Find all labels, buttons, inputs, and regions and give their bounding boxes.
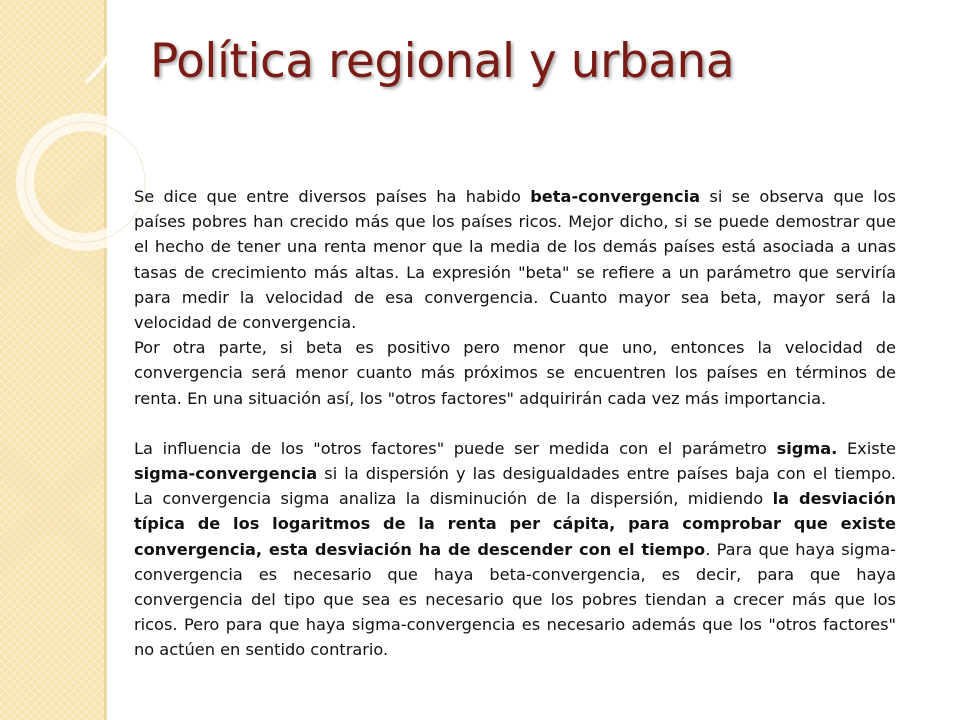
term-sigma-convergencia: sigma-convergencia — [134, 464, 318, 484]
text-segment: Por otra parte, si beta es positivo pero menor que uno, entonces la velocidad de convergencia será menor cuanto más próximos se encuentren los países en términos de renta. En una situación así, los "otros factores" adquirirán cada vez más importancia. — [134, 338, 896, 408]
paragraph-beta — [134, 184, 896, 335]
paragraph-sigma — [134, 436, 896, 663]
text-segment: si se observa que los países pobres han crecido más que los países ricos. Mejor dicho, si se puede demostrar que el hecho de tener una renta menor que la media de los demás países está asociada a unas tasas de crecimiento más altas. La expresión "beta" se refiere a un parámetro que serviría para medir la velocidad de esa convergencia. Cuanto mayor sea beta, mayor será la velocidad de convergencia. — [134, 187, 896, 333]
text-segment: Existe — [837, 438, 896, 458]
slide-title: Política regional y urbana — [150, 34, 735, 89]
definition-desviacion-tipica: la desviación típica de los logaritmos de la renta per cápita, para comprobar que existe convergencia, esta desviación ha de descender con el tiempo — [134, 489, 896, 559]
decorative-ring-large — [25, 122, 145, 242]
text-segment: . Para que haya sigma-convergencia es necesario que haya beta-convergencia, es decir, para que haya convergencia del tipo que sea es necesario que los pobres tiendan a crecer más que los ricos. Pero para que haya sigma-convergencia es necesario además que los "otros factores" no actúen en sentido contrario. — [134, 539, 896, 660]
slide-body — [134, 184, 896, 663]
term-beta-convergencia: beta-convergencia — [530, 187, 701, 206]
paragraph-otros-factores — [134, 335, 896, 411]
text-segment: Se dice que entre diversos países ha habido — [134, 187, 531, 206]
text-segment: La influencia de los "otros factores" puede ser medida con el parámetro — [134, 438, 777, 458]
term-sigma: sigma. — [776, 438, 838, 458]
text-segment: si la dispersión y las desigualdades entre países baja con el tiempo. La convergencia sigma analiza la disminución de la dispersión, midiendo — [134, 464, 896, 509]
decorative-ring-arc-top — [86, 2, 121, 82]
